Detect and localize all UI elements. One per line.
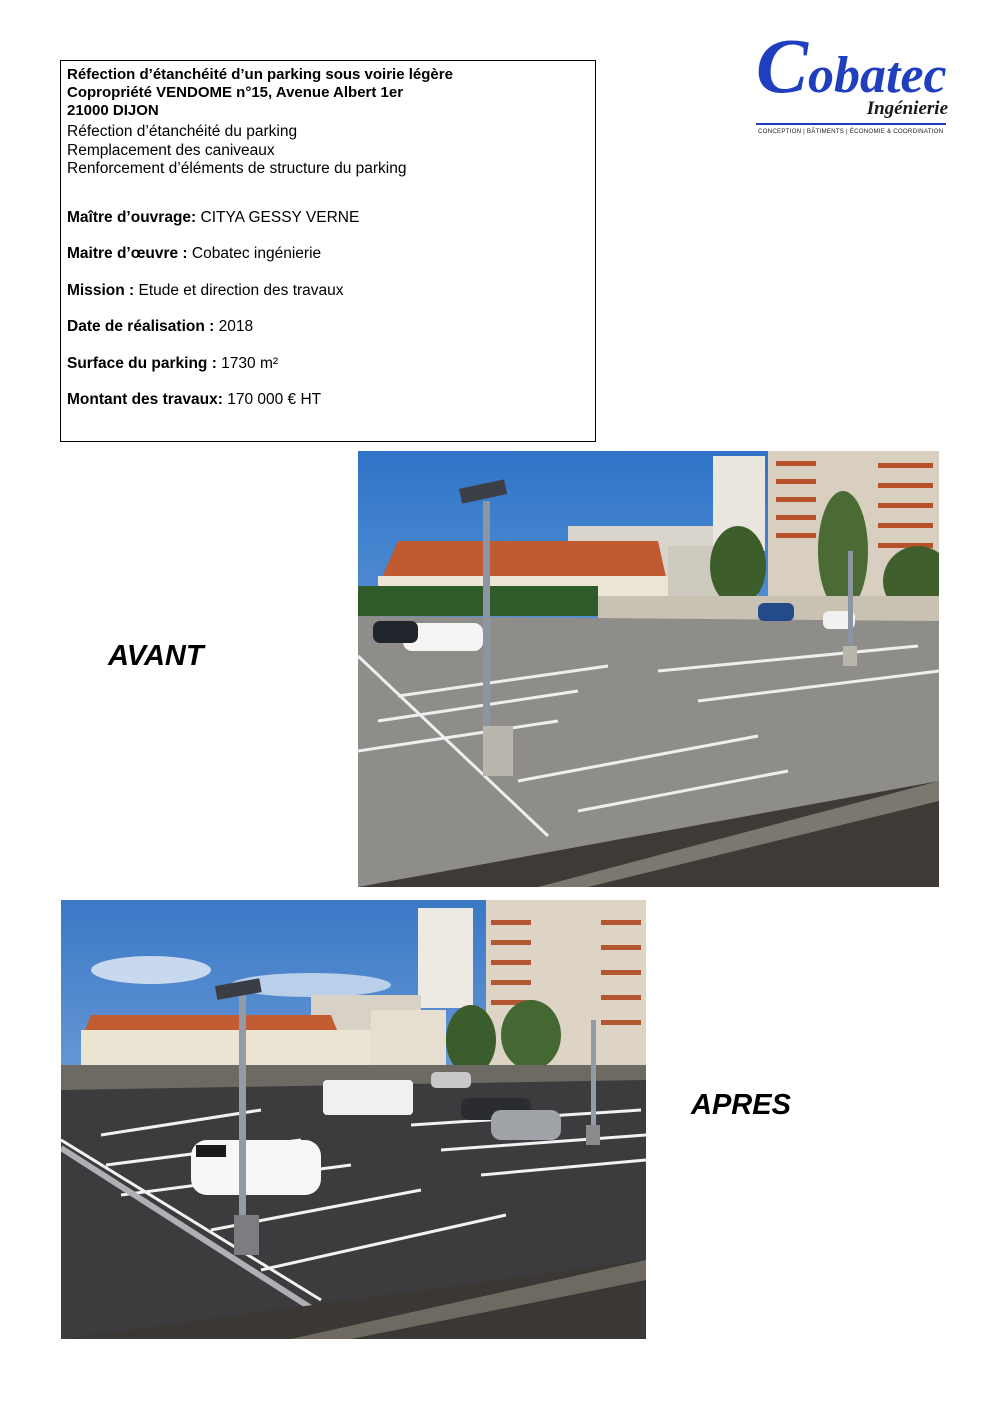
- logo-divider: [756, 123, 946, 125]
- project-title: [67, 66, 589, 120]
- logo-initial: C: [756, 22, 809, 109]
- field-value: 170 000 € HT: [222, 391, 322, 408]
- label-before: AVANT: [108, 640, 204, 672]
- field-value: CITYA GESSY VERNE: [196, 208, 360, 226]
- field-label: Maître d’ouvrage:: [67, 208, 197, 226]
- title-line: 21000 DIJON: [67, 102, 159, 119]
- description-line: Remplacement des caniveaux: [67, 141, 275, 159]
- field-label: Mission :: [67, 281, 135, 299]
- field-label: Date de réalisation :: [67, 318, 215, 335]
- title-line: Réfection d’étanchéité d’un parking sous voirie légère: [67, 66, 453, 83]
- project-info-box: [60, 60, 596, 442]
- photo-after-parking: [61, 900, 646, 1339]
- description-line: Réfection d’étanchéité du parking: [67, 123, 298, 140]
- project-description: [67, 123, 589, 179]
- project-fields: [67, 209, 589, 410]
- field-label: Maitre d’œuvre :: [67, 245, 188, 262]
- logo-name: obatec: [808, 47, 947, 104]
- field-value: 1730 m²: [216, 354, 279, 372]
- photo-before-parking: [358, 451, 939, 887]
- title-line: Copropriété VENDOME n°15, Avenue Albert 1er: [67, 84, 404, 101]
- logo-subtitle: Ingénierie: [866, 98, 948, 119]
- field-montant: [67, 391, 589, 409]
- field-value: Cobatec ingénierie: [187, 245, 322, 262]
- field-surface: [67, 355, 589, 373]
- field-label: Surface du parking :: [67, 354, 217, 372]
- description-line: Renforcement d’éléments de structure du parking: [67, 160, 407, 177]
- field-value: Etude et direction des travaux: [134, 281, 344, 299]
- field-maitre-oeuvre: [67, 245, 589, 263]
- field-maitre-ouvrage: [67, 209, 589, 227]
- logo-tagline: CONCEPTION | BÂTIMENTS | ÉCONOMIE & COORDINATION: [758, 128, 944, 135]
- cobatec-logo: [756, 22, 950, 140]
- field-date: [67, 318, 589, 336]
- label-after: APRES: [691, 1089, 791, 1121]
- field-value: 2018: [214, 318, 254, 335]
- field-label: Montant des travaux:: [67, 391, 223, 408]
- field-mission: [67, 282, 589, 300]
